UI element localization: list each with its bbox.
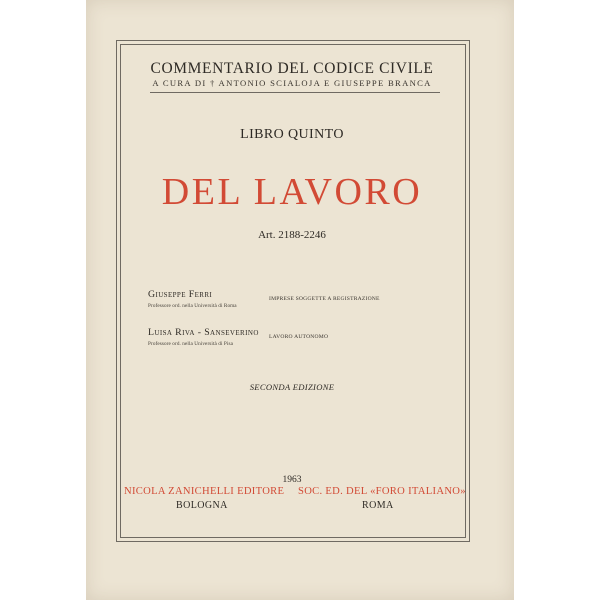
author-name-ferri: Giuseppe Ferri bbox=[148, 289, 213, 300]
city-right: ROMA bbox=[362, 500, 394, 511]
series-title: COMMENTARIO DEL CODICE CIVILE bbox=[150, 60, 434, 77]
author-name-riva-sanseverino: Luisa Riva - Sanseverino bbox=[148, 327, 259, 338]
author-affiliation-riva-sanseverino: Professore ord. nella Università di Pisa bbox=[148, 341, 233, 347]
author-topic-ferri: IMPRESE SOGGETTE A REGISTRAZIONE bbox=[269, 296, 380, 302]
article-range: Art. 2188-2246 bbox=[258, 229, 326, 241]
city-left: BOLOGNA bbox=[176, 500, 228, 511]
author-affiliation-ferri: Professore ord. nella Università di Roma bbox=[148, 303, 237, 309]
book-label: LIBRO QUINTO bbox=[240, 127, 344, 142]
header-divider bbox=[150, 92, 440, 93]
edition-label: SECONDA EDIZIONE bbox=[249, 382, 335, 392]
author-topic-riva-sanseverino: LAVORO AUTONOMO bbox=[269, 334, 329, 340]
publisher-right: SOC. ED. DEL «FORO ITALIANO» bbox=[298, 486, 466, 497]
main-title: DEL LAVORO bbox=[161, 171, 423, 213]
series-editors: A CURA DI † ANTONIO SCIALOJA E GIUSEPPE BRANCA bbox=[152, 78, 432, 88]
publication-year: 1963 bbox=[282, 475, 302, 485]
publisher-left: NICOLA ZANICHELLI EDITORE bbox=[124, 486, 285, 497]
